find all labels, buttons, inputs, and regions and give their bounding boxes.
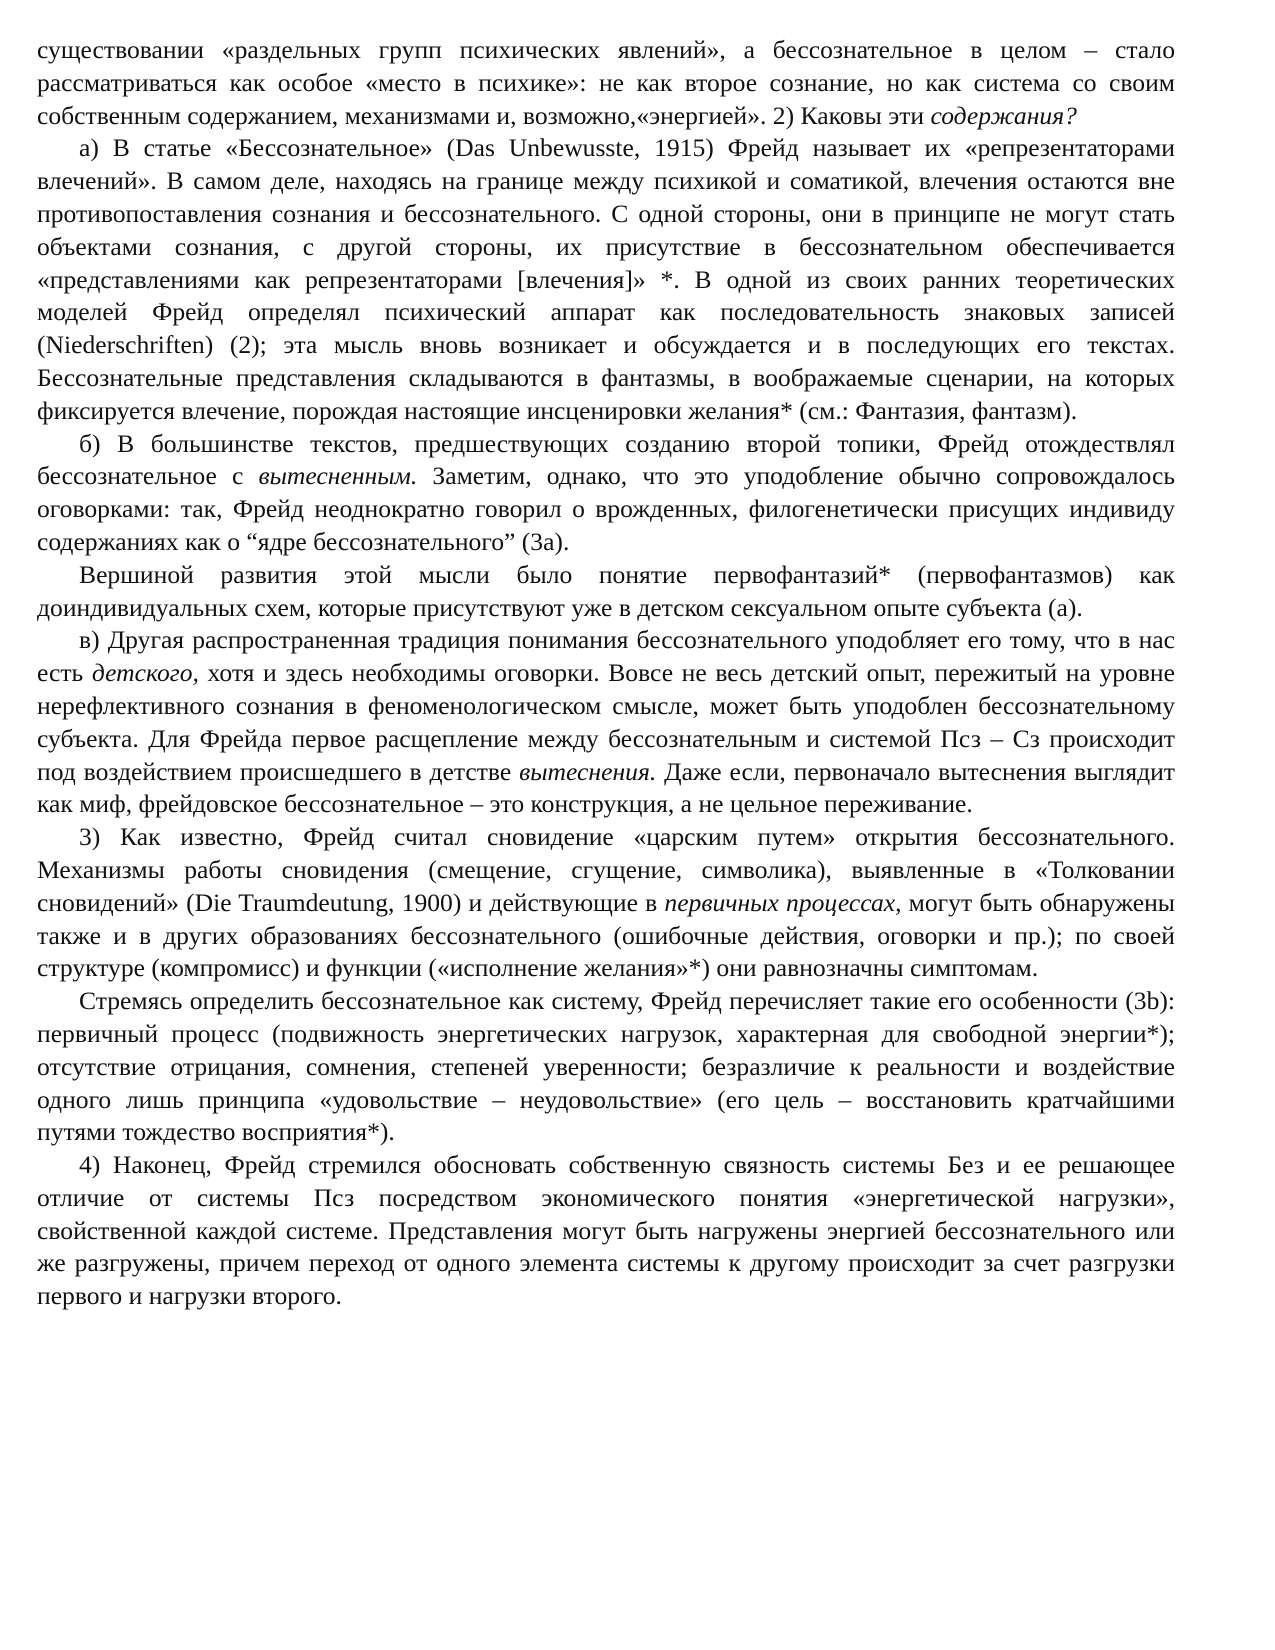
italic-text: содержания?	[930, 100, 1077, 130]
text: 4) Наконец, Фрейд стремился обосновать собственную связность системы Без и ее решающее отличие от системы Псз посредством экономического понятия «энергетической нагрузки», свойственной каждой системе. Представления могут быть нагружены энергией бессознательного или же разгружены, причем переход от одного элемента системы к другому происходит за счет разгрузки первого и нагрузки второго.	[37, 1150, 1175, 1311]
text: 3) Как известно, Фрейд считал сновидение «царским путем» открытия бессознательного. Механизмы работы сновидения (смещение, сгущение, символика), выявленные в «Толковании сновидений» (Die Traumdeutung, 1900) и действующие в	[37, 822, 1175, 917]
text: хотя и здесь необходимы оговорки. Вовсе не весь детский опыт, пережитый на уровне нерефлективного сознания в феноменологическом смысле, может быть уподоблен бессознательному субъекта. Для Фрейда первое расщепление между бессознательным и системой Псз – Сз происходит под воздействием происшедшего в детстве	[37, 658, 1175, 786]
text: существовании «раздельных групп психических явлений», а бессознательное в целом – стало рассматриваться как особое «место в психике»: не как второе сознание, но как система со своим собственным содержанием, механизмами и, возможно,«энергией». 2) Каковы эти	[37, 35, 1175, 130]
text: могут быть обнаружены также и в других образованиях бессознательного (ошибочные действия, оговорки и пр.); по своей структуре (компромисс) и функции («исполнение желания»*) они равнозначны симптомам.	[37, 887, 1175, 983]
text: а) В статье «Бессознательное» (Das Unbewusste, 1915) Фрейд называет их «репрезентаторами влечений». В самом деле, находясь на границе между психикой и соматикой, влечения остаются вне противопоставления сознания и бессознательного. С одной стороны, они в принципе не могут стать объектами сознания, с другой стороны, их присутствие в бессознательном обеспечивается «представлениями как репрезентаторами [влечения]» *. В одной из своих ранних теоретических моделей Фрейд определял психический аппарат как последовательность знаковых записей (Niederschriften) (2); эта мысль вновь возникает и обсуждается и в последующих его текстах. Бессознательные представления складываются в фантазмы, в воображаемые сценарии, на которых фиксируется влечение, порождая настоящие инсценировки желания* (см.: Фантазия, фантазм).	[37, 133, 1175, 425]
text: Вершиной развития этой мысли было понятие первофантазий* (первофантазмов) как доиндивидуальных схем, которые присутствуют уже в детском сексуальном опыте субъекта (а).	[37, 559, 1175, 622]
paragraph-3	[37, 821, 1175, 985]
text: б) В большинстве текстов, предшествующих созданию второй топики, Фрейд отождествлял бессознательное с	[37, 428, 1175, 491]
paragraph-c	[37, 624, 1175, 821]
paragraph-primal-fantasies	[37, 559, 1175, 625]
italic-text: вытесненным.	[258, 461, 418, 491]
paragraph-4	[37, 1149, 1175, 1313]
paragraph-system-features	[37, 985, 1175, 1149]
text: в) Другая распространенная традиция понимания бессознательного уподобляет его тому, что в нас есть	[37, 625, 1175, 688]
paragraph-b	[37, 428, 1175, 559]
italic-text: вытеснения.	[519, 756, 657, 786]
italic-text: детского,	[91, 658, 199, 688]
paragraph-a	[37, 132, 1175, 427]
document-page	[37, 34, 1175, 1313]
italic-text: первичных процессах,	[664, 887, 902, 917]
paragraph-continuation	[37, 34, 1175, 132]
text: Даже если, первоначало вытеснения выглядит как миф, фрейдовское бессознательное – это конструкция, а не цельное переживание.	[37, 756, 1175, 819]
text: Стремясь определить бессознательное как систему, Фрейд перечисляет такие его особенности (3b): первичный процесс (подвижность энергетических нагрузок, характерная для свободной энергии*); отсутствие отрицания, сомнения, степеней уверенности; безразличие к реальности и воздействие одного лишь принципа «удовольствие – неудовольствие» (его цель – восстановить кратчайшими путями тождество восприятия*).	[37, 986, 1175, 1147]
text: Заметим, однако, что это уподобление обычно сопровождалось оговорками: так, Фрейд неоднократно говорил о врожденных, филогенетически присущих индивиду содержаниях как о “ядре бессознательного” (3а).	[37, 461, 1175, 556]
